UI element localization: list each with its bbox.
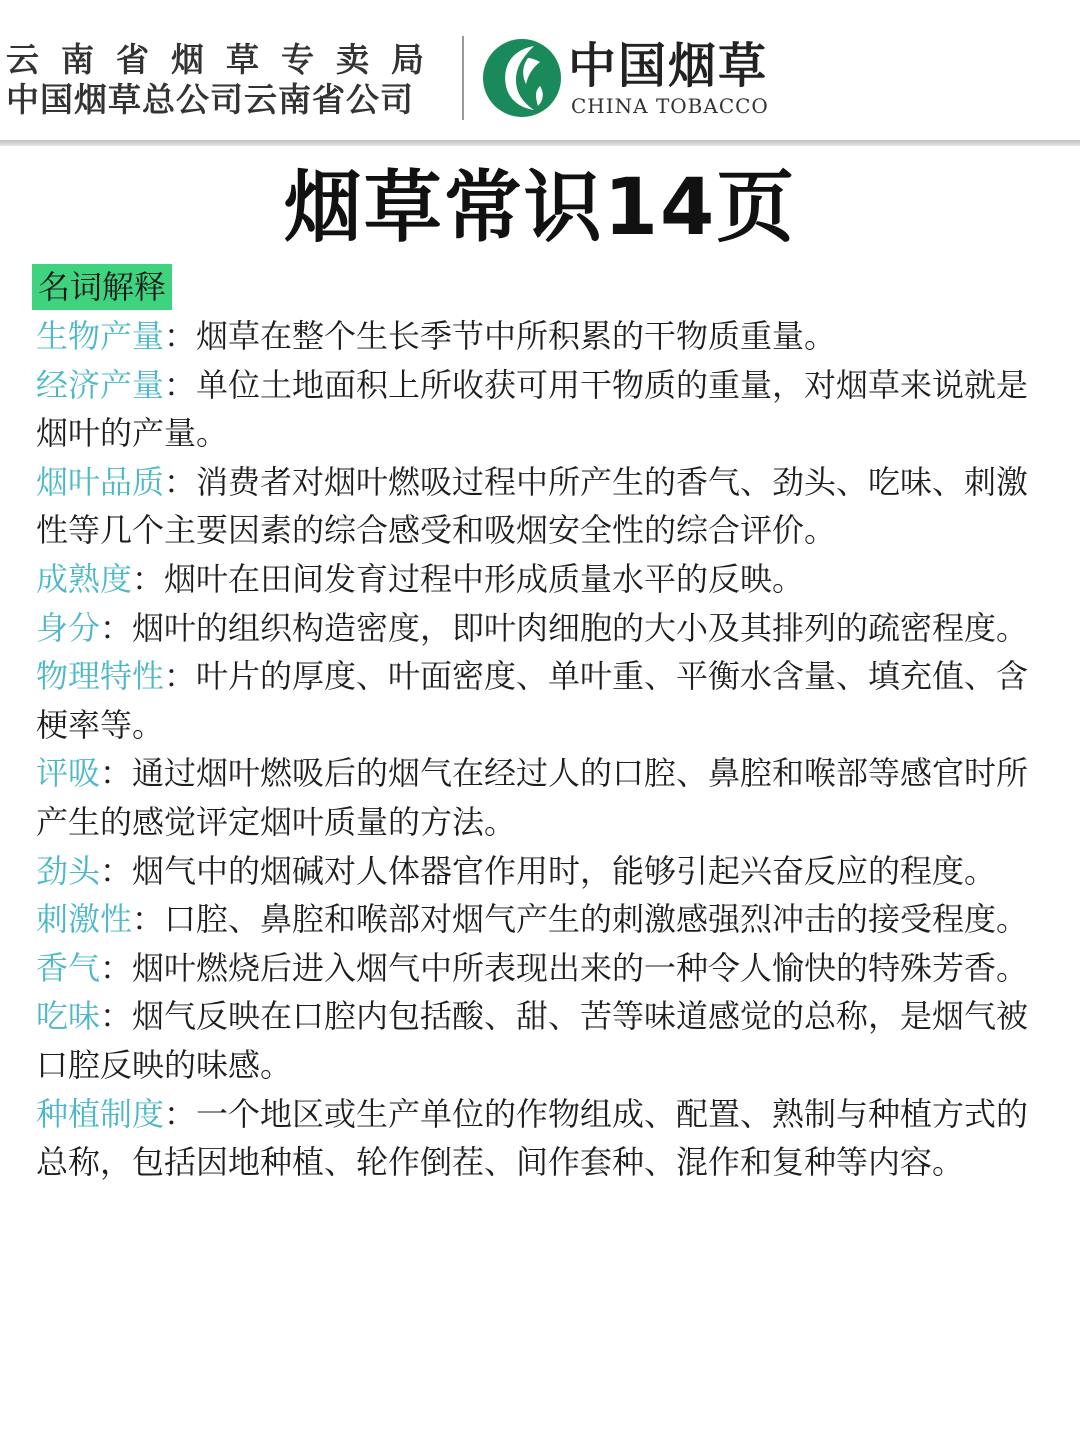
org-name-primary: 云南省烟草专卖局 [6, 40, 446, 79]
definition: ：通过烟叶燃吸后的烟气在经过人的口腔、鼻腔和喉部等感官时所产生的感觉评定烟叶质量的方法。 [36, 754, 1029, 841]
term: 吃味 [36, 997, 101, 1036]
definition: ：烟叶的组织构造密度，即叶肉细胞的大小及其排列的疏密程度。 [100, 608, 1029, 647]
glossary-entry [36, 944, 1048, 993]
glossary-entry [36, 895, 1048, 944]
definition: ：烟叶燃烧后进入烟气中所表现出来的一种令人愉快的特殊芳香。 [100, 948, 1029, 987]
glossary-entry [36, 652, 1048, 749]
definition: ：叶片的厚度、叶面密度、单叶重、平衡水含量、填充值、含梗率等。 [36, 657, 1029, 744]
definition: ：烟气反映在口腔内包括酸、甜、苦等味道感觉的总称，是烟气被口腔反映的味感。 [36, 997, 1029, 1084]
term: 香气 [36, 948, 101, 987]
term: 烟叶品质 [36, 462, 165, 501]
header-rule [0, 140, 1080, 146]
definition: ：烟气中的烟碱对人体器官作用时，能够引起兴奋反应的程度。 [100, 851, 997, 890]
term: 种植制度 [36, 1094, 165, 1133]
definition: ：一个地区或生产单位的作物组成、配置、熟制与种植方式的总称，包括因地种植、轮作倒茬、间作套种、混作和复种等内容。 [36, 1094, 1029, 1182]
term: 物理特性 [36, 657, 165, 696]
glossary-entry [36, 361, 1048, 458]
glossary-entry [36, 555, 1048, 604]
glossary-entry [36, 604, 1048, 653]
term: 经济产量 [36, 365, 165, 404]
glossary-entry [36, 1090, 1048, 1187]
org-name-secondary: 中国烟草总公司云南省公司 [6, 80, 414, 119]
glossary-list [36, 312, 1048, 1187]
section-badge: 名词解释 [32, 264, 172, 310]
term: 生物产量 [36, 317, 165, 355]
definition: ：消费者对烟叶燃吸过程中所产生的香气、劲头、吃味、刺激性等几个主要因素的综合感受和吸烟安全性的综合评价。 [36, 462, 1029, 550]
brand-name-cn: 中国烟草 [568, 38, 769, 94]
term: 成熟度 [36, 559, 133, 598]
org-names [6, 40, 446, 120]
glossary-entry [36, 847, 1048, 896]
glossary-entry [36, 749, 1048, 846]
term: 刺激性 [36, 900, 133, 939]
header [0, 0, 1080, 142]
glossary-entry [36, 458, 1048, 555]
term: 评吸 [36, 754, 101, 793]
glossary-entry [36, 992, 1048, 1089]
china-tobacco-logo-icon [482, 36, 562, 120]
glossary-entry [36, 312, 1048, 361]
term: 身分 [36, 608, 101, 647]
header-divider [462, 36, 464, 120]
brand-name-en: CHINA TOBACCO [571, 94, 769, 118]
term: 劲头 [36, 851, 101, 890]
definition: ：口腔、鼻腔和喉部对烟气产生的刺激感强烈冲击的接受程度。 [132, 900, 1029, 939]
page-title: 烟草常识14页 [283, 163, 797, 253]
definition: ：烟草在整个生长季节中所积累的干物质重量。 [164, 317, 837, 355]
definition: ：烟叶在田间发育过程中形成质量水平的反映。 [132, 559, 805, 598]
definition: ：单位土地面积上所收获可用干物质的重量，对烟草来说就是烟叶的产量。 [36, 365, 1029, 453]
